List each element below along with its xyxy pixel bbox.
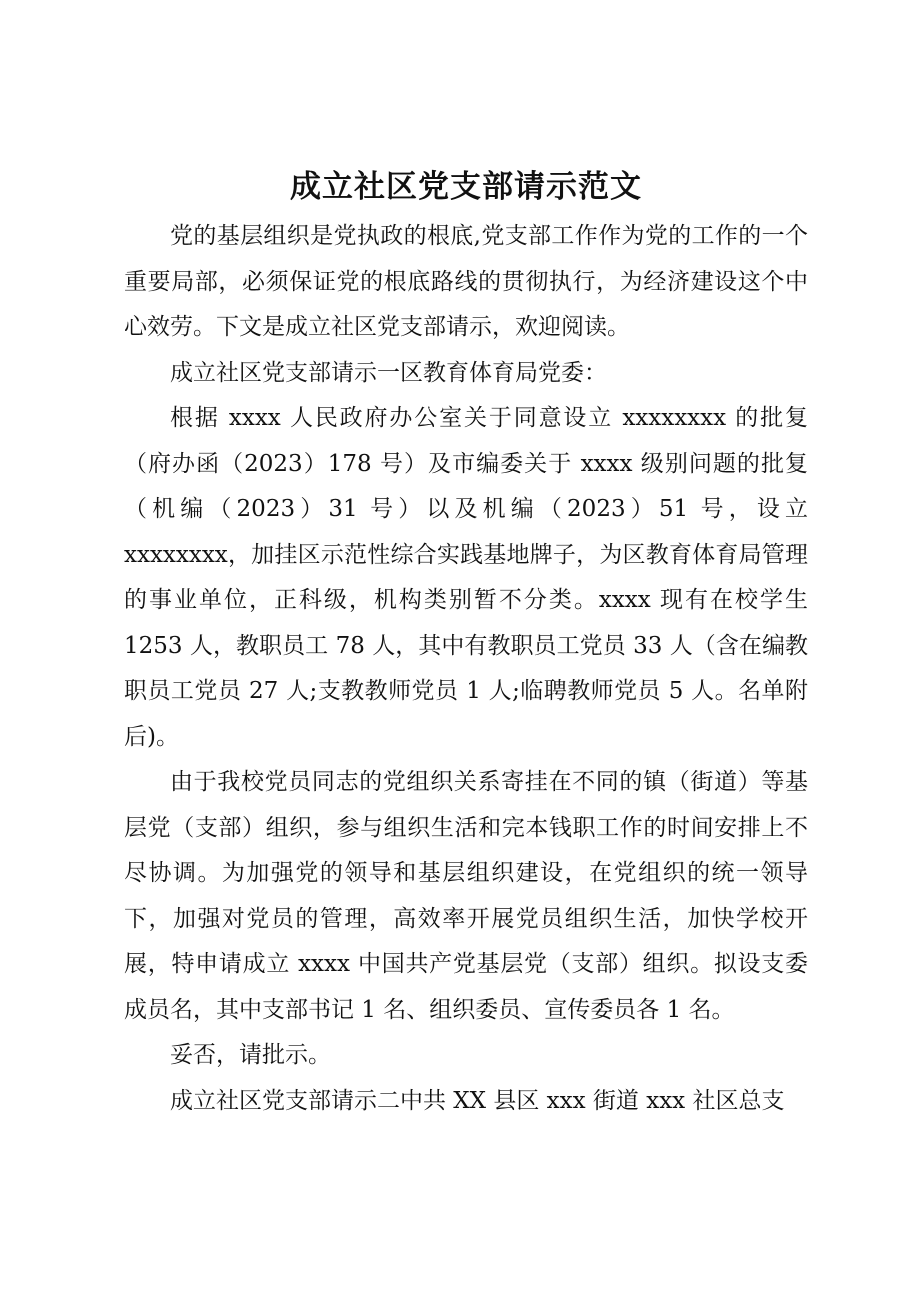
paragraph-request-two-heading: 成立社区党支部请示二中共 XX 县区 xxx 街道 xxx 社区总支 (170, 1087, 785, 1114)
paragraph-intro: 党的基层组织是党执政的根底,党支部工作作为党的工作的一个重要局部，必须保证党的根底路线的贯彻执行，为经济建设这个中心效劳。下文是成立社区党支部请示，欢迎阅读。 (124, 223, 808, 340)
document-title: 成立社区党支部请示范文 (290, 169, 642, 205)
paragraph-basis: 根据 xxxx 人民政府办公室关于同意设立 xxxxxxxx 的批复（府办函（2023）178 号）及市编委关于 xxxx 级别问题的批复（机编（2023）31 号）以及机编（2023）51 号，设立 xxxxxxxx，加挂区示范性综合实践基地牌子，为区教育体育局管理的事业单位，正科级，机构类别暂不分类。xxxx 现有在校学生 1253 人，教职员工 78 人，其中有教职员工党员 33 人（含在编教职员工党员 27 人;支教教师党员 1 人;临聘教师党员 5 人。名单附后)。 (124, 405, 808, 750)
paragraph-closing: 妥否，请批示。 (170, 1042, 331, 1068)
paragraph-request-one-heading: 成立社区党支部请示一区教育体育局党委： (170, 359, 607, 386)
paragraph-reason: 由于我校党员同志的党组织关系寄挂在不同的镇（街道）等基层党（支部）组织，参与组织生活和完本钱职工作的时间安排上不尽协调。为加强党的领导和基层组织建设，在党组织的统一领导下，加强对党员的管理，高效率开展党员组织生活，加快学校开展，特申请成立 xxxx 中国共产党基层党（支部）组织。拟设支委成员名，其中支部书记 1 名、组织委员、宣传委员各 1 名。 (124, 769, 808, 1023)
document-page (124, 160, 808, 1124)
